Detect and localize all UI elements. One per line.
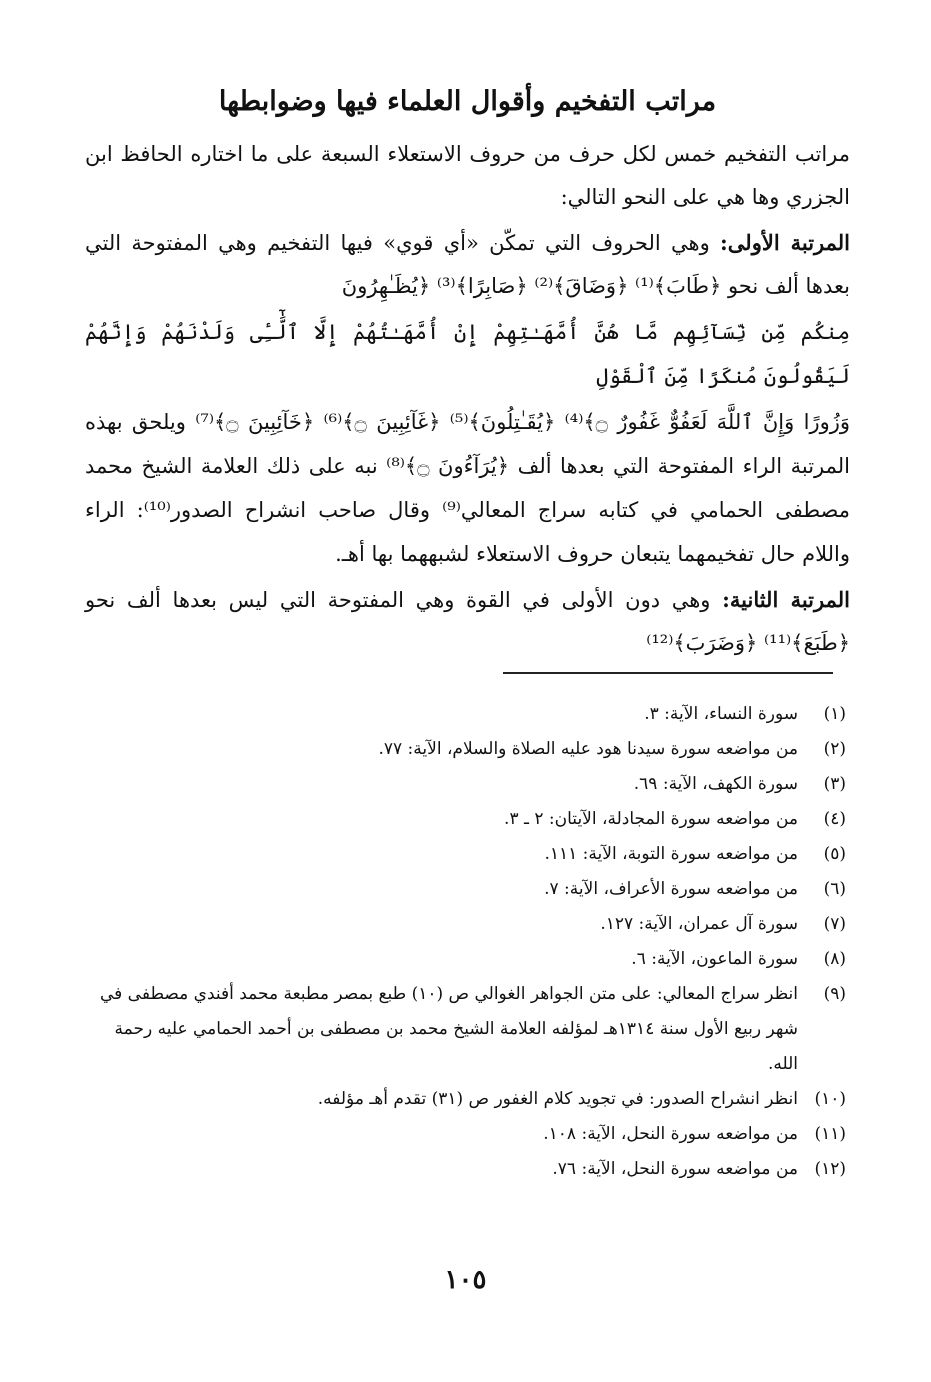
footnote-text: من مواضعه سورة الأعراف، الآية: ٧. bbox=[544, 879, 798, 899]
paragraph-second-rank bbox=[85, 578, 850, 665]
footnote-text: من مواضعه سورة النحل، الآية: ٧٦. bbox=[552, 1159, 798, 1179]
paragraph-lead: المرتبة الثانية: bbox=[722, 587, 850, 612]
footnote-text: من مواضعه سورة التوبة، الآية: ١١١. bbox=[544, 844, 798, 864]
footnote-number: (٦) bbox=[823, 879, 846, 899]
footnote-item bbox=[81, 1117, 846, 1152]
footnote-item bbox=[81, 767, 846, 802]
footnote-number: (١٢) bbox=[814, 1159, 846, 1179]
footnotes bbox=[81, 697, 846, 1187]
footnote-number: (٢) bbox=[823, 739, 846, 759]
footnote-text: من مواضعه سورة المجادلة، الآيتان: ٢ ـ ٣. bbox=[504, 809, 798, 829]
footnote-number: (٥) bbox=[823, 844, 846, 864]
paragraph-first-rank bbox=[85, 221, 850, 308]
footnote-text: من مواضعه سورة النحل، الآية: ١٠٨. bbox=[543, 1124, 798, 1144]
footnote-number: (١٠) bbox=[814, 1089, 846, 1109]
paragraph-text: وَزُورًا وَإِنَّ ٱللَّهَ لَعَفُوٌّ غَفُورٌ ۝﴾⁽⁴⁾ ﴿يُقَـٰتِلُونَ﴾⁽⁵⁾ ﴿غَآئِبِينَ ۝﴾⁽⁶⁾ ﴿خَآئِبِينَ ۝﴾⁽⁷⁾ ويلحق بهذه المرتبة الراء المفتوحة التي بعدها ألف ﴿يُرَآءُونَ ۝﴾⁽⁸⁾ نبه على ذلك العلامة الشيخ محمد مصطفى الحمامي في كتابه سراج المعالي⁽⁹⁾ وقال صاحب انشراح الصدور⁽¹⁰⁾: الراء واللام حال تفخيمهما يتبعان حروف الاستعلاء لشبههما بها أهـ. bbox=[85, 410, 851, 566]
paragraph-text: وهي الحروف التي تمكّن «أي قوي» فيها التفخيم وهي المفتوحة التي بعدها ألف نحو ﴿طَابَ﴾⁽¹⁾ ﴿وَضَاقَ﴾⁽²⁾ ﴿صَابِرًا﴾⁽³⁾ ﴿يُظَـٰهِرُونَ bbox=[85, 231, 850, 298]
footnote-number: (٨) bbox=[823, 949, 846, 969]
footnote-number: (٤) bbox=[823, 809, 846, 829]
page-title: مراتب التفخيم وأقوال العلماء فيها وضوابطها bbox=[218, 86, 717, 117]
footnote-number: (٩) bbox=[823, 984, 846, 1004]
footnote-item bbox=[81, 872, 846, 907]
footnote-text: سورة آل عمران، الآية: ١٢٧. bbox=[600, 914, 798, 934]
footnote-item bbox=[81, 802, 846, 837]
page-number: ١٠٥ bbox=[444, 1265, 487, 1295]
footnote-text: من مواضعه سورة سيدنا هود عليه الصلاة والسلام، الآية: ٧٧. bbox=[378, 739, 798, 759]
paragraph-text: مراتب التفخيم خمس لكل حرف من حروف الاستعلاء السبعة على ما اختاره الحافظ ابن الجزري وها هي على النحو التالي: bbox=[85, 142, 850, 209]
footnote-item bbox=[81, 977, 846, 1082]
paragraph-intro bbox=[85, 132, 850, 219]
footnote-text: سورة الماعون، الآية: ٦. bbox=[631, 949, 798, 969]
footnote-item bbox=[81, 1152, 846, 1187]
footnote-item bbox=[81, 1082, 846, 1117]
footnote-item bbox=[81, 942, 846, 977]
footnote-text: انظر سراج المعالي: على متن الجواهر الغوالي ص (١٠) طبع بمصر مطبعة محمد أفندي مصطفى في شهر ربيع الأول سنة ١٣١٤هـ لمؤلفه العلامة الشيخ محمد بن مصطفى بن أحمد الحمامي عليه رحمة الله. bbox=[99, 984, 798, 1074]
footnote-item bbox=[81, 837, 846, 872]
footnote-text: سورة النساء، الآية: ٣. bbox=[644, 704, 798, 724]
page-body bbox=[85, 70, 850, 667]
footnote-separator bbox=[503, 672, 833, 674]
footnote-item bbox=[81, 907, 846, 942]
footnote-number: (٣) bbox=[823, 774, 846, 794]
footnote-number: (١) bbox=[823, 704, 846, 724]
footnote-item bbox=[81, 732, 846, 767]
quran-verse-line bbox=[85, 310, 850, 398]
footnote-number: (٧) bbox=[823, 914, 846, 934]
paragraph-first-rank-continued bbox=[85, 400, 850, 576]
footnote-text: انظر انشراح الصدور: في تجويد كلام الغفور ص (٣١) تقدم أهـ مؤلفه. bbox=[317, 1089, 798, 1109]
footnote-item bbox=[81, 697, 846, 732]
paragraph-text: مِنكُم مِّن نِّسَآئِهِم مَّا هُنَّ أُمَّهَـٰتِهِمْ إِنْ أُمَّهَـٰتُهُمْ إِلَّا ٱلَّٰٓـِٔى وَلَدْنَهُمْ وَإِنَّهُمْ لَيَقُولُونَ مُنكَرًا مِّنَ ٱلْقَوْلِ bbox=[85, 320, 850, 388]
paragraph-lead: المرتبة الأولى: bbox=[720, 230, 850, 255]
footnote-text: سورة الكهف، الآية: ٦٩. bbox=[633, 774, 798, 794]
footnote-number: (١١) bbox=[814, 1124, 846, 1144]
paragraph-text: وهي دون الأولى في القوة وهي المفتوحة التي ليس بعدها ألف نحو ﴿طَبَعَ﴾⁽¹¹⁾ ﴿وَضَرَبَ﴾⁽¹²⁾ bbox=[85, 588, 850, 655]
